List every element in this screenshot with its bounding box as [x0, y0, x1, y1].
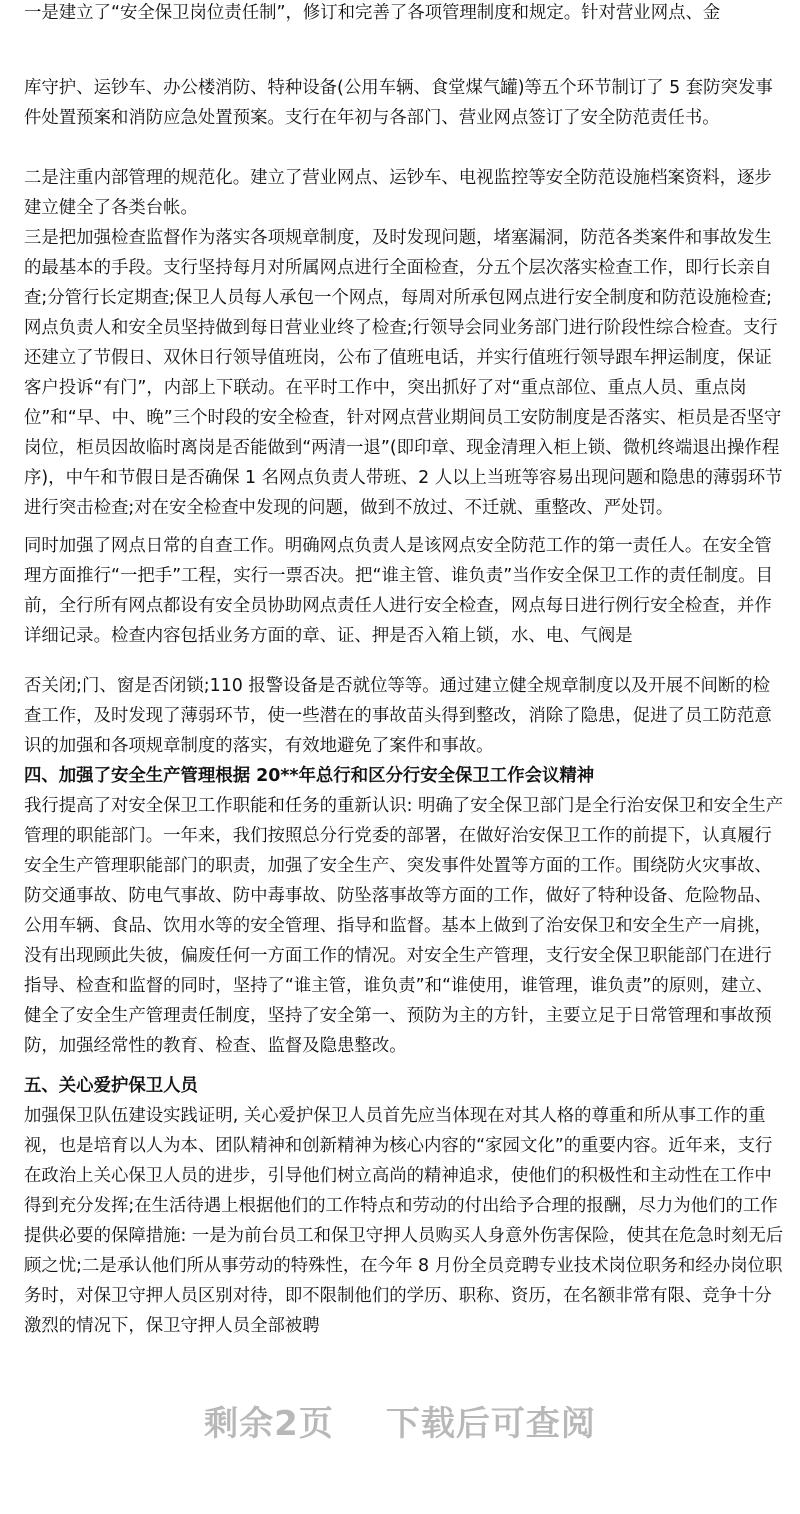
- paragraph-contingency-plans: 库守护、运钞车、办公楼消防、特种设备(公用车辆、食堂煤气罐)等五个环节制订了 5 套防突发事件处置预案和消防应急处置预案。支行在年初与各部门、营业网点签订了安全防范责任书。: [24, 78, 773, 128]
- download-to-view-label[interactable]: 下载后可查阅: [385, 1404, 596, 1444]
- section-heading-4: 四、加强了安全生产管理根据 20**年总行和区分行安全保卫工作会议精神: [24, 766, 595, 786]
- paragraph-self-inspection: 同时加强了网点日常的自查工作。明确网点负责人是该网点安全防范工作的第一责任人。在安全管理方面推行“一把手”工程，实行一票否决。把“谁主管、谁负责”当作安全保卫工作的责任制度。目前，全行所有网点都设有安全员协助网点责任人进行安全检查，网点每日进行例行安全检查，并作详细记录。检查内容包括业务方面的章、证、押是否入箱上锁，水、电、气阀是: [24, 536, 774, 646]
- section-heading-5: 五、关心爱护保卫人员: [24, 1076, 198, 1096]
- paragraph-care-for-staff: 加强保卫队伍建设实践证明, 关心爱护保卫人员首先应当体现在对其人格的尊重和所从事工作的重视，也是培育以人为本、团队精神和创新精神为核心内容的“家园文化”的重要内容。近年来，支行在政治上关心保卫人员的进步，引导他们树立高尚的精神追求，使他们的积极性和主动性在工作中得到充分发挥;在生活待遇上根据他们的工作特点和劳动的付出给予合理的报酬，尽力为他们的工作提供必要的保障措施: 一是为前台员工和保卫守押人员购买人身意外伤害保险，使其在危急时刻无后顾之忧;二是承认他们所从事劳动的特殊性，在今年 8 月份全员竞聘专业技术岗位职务和经办岗位职务时，对保卫守押人员区别对待，即不限制他们的学历、职称、资历，在名额非常有限、竞争十分激烈的情况下，保卫守押人员全部被聘: [24, 1106, 784, 1336]
- paragraph-self-inspection-cont: 否关闭;门、窗是否闭锁;110 报警设备是否就位等等。通过建立健全规章制度以及开展不间断的检查工作，及时发现了薄弱环节，使一些潜在的事故苗头得到整改，消除了隐患，促进了员工防范意识的加强和各项规章制度的落实，有效地避免了案件和事故。: [24, 676, 772, 756]
- download-banner[interactable]: [0, 1396, 800, 1445]
- paragraph-inspection: 三是把加强检查监督作为落实各项规章制度，及时发现问题，堵塞漏洞，防范各类案件和事故发生的最基本的手段。支行坚持每月对所属网点进行全面检查，分五个层次落实检查工作，即行长亲自查;分管行长定期查;保卫人员每人承包一个网点，每周对所承包网点进行安全制度和防范设施检查;网点负责人和安全员坚持做到每日营业业终了检查;行领导会同业务部门进行阶段性综合检查。支行还建立了节假日、双休日行领导值班岗，公布了值班电话，并实行值班行领导跟车押运制度，保证客户投诉“有门”，内部上下联动。在平时工作中，突出抓好了对“重点部位、重点人员、重点岗位”和“早、中、晚”三个时段的安全检查，针对网点营业期间员工安防制度是否落实、柜员是否坚守岗位，柜员因故临时离岗是否能做到“两清一退”(即印章、现金清理入柜上锁、微机终端退出操作程序)，中午和节假日是否确保 1 名网点负责人带班、2 人以上当班等容易出现问题和隐患的薄弱环节进行突击检查;对在安全检查中发现的问题，做到不放过、不迁就、重整改、严处罚。: [24, 228, 783, 518]
- paragraph-internal-management: 二是注重内部管理的规范化。建立了营业网点、运钞车、电视监控等安全防范设施档案资料，逐步建立健全了各类台帐。: [24, 168, 772, 218]
- remaining-pages-label[interactable]: 剩余2页: [204, 1404, 334, 1444]
- paragraph-safety-production: 我行提高了对安全保卫工作职能和任务的重新认识: 明确了安全保卫部门是全行治安保卫和安全生产管理的职能部门。一年来，我们按照总分行党委的部署，在做好治安保卫工作的前提下，认真履行安全生产管理职能部门的职责，加强了安全生产、突发事件处置等方面的工作。围绕防火灾事故、防交通事故、防电气事故、防中毒事故、防坠落事故等方面的工作，做好了特种设备、危险物品、公用车辆、食品、饮用水等的安全管理、指导和监督。基本上做到了治安保卫和安全生产一肩挑，没有出现顾此失彼，偏废任何一方面工作的情况。对安全生产管理，支行安全保卫职能部门在进行指导、检查和监督的同时，坚持了“谁主管，谁负责”和“谁使用，谁管理，谁负责”的原则，建立、健全了安全生产管理责任制度，坚持了安全第一、预防为主的方针，主要立足于日常管理和事故预防，加强经常性的教育、检查、监督及隐患整改。: [24, 796, 784, 1056]
- paragraph-intro: 一是建立了“安全保卫岗位责任制”，修订和完善了各项管理制度和规定。针对营业网点、金: [24, 3, 721, 23]
